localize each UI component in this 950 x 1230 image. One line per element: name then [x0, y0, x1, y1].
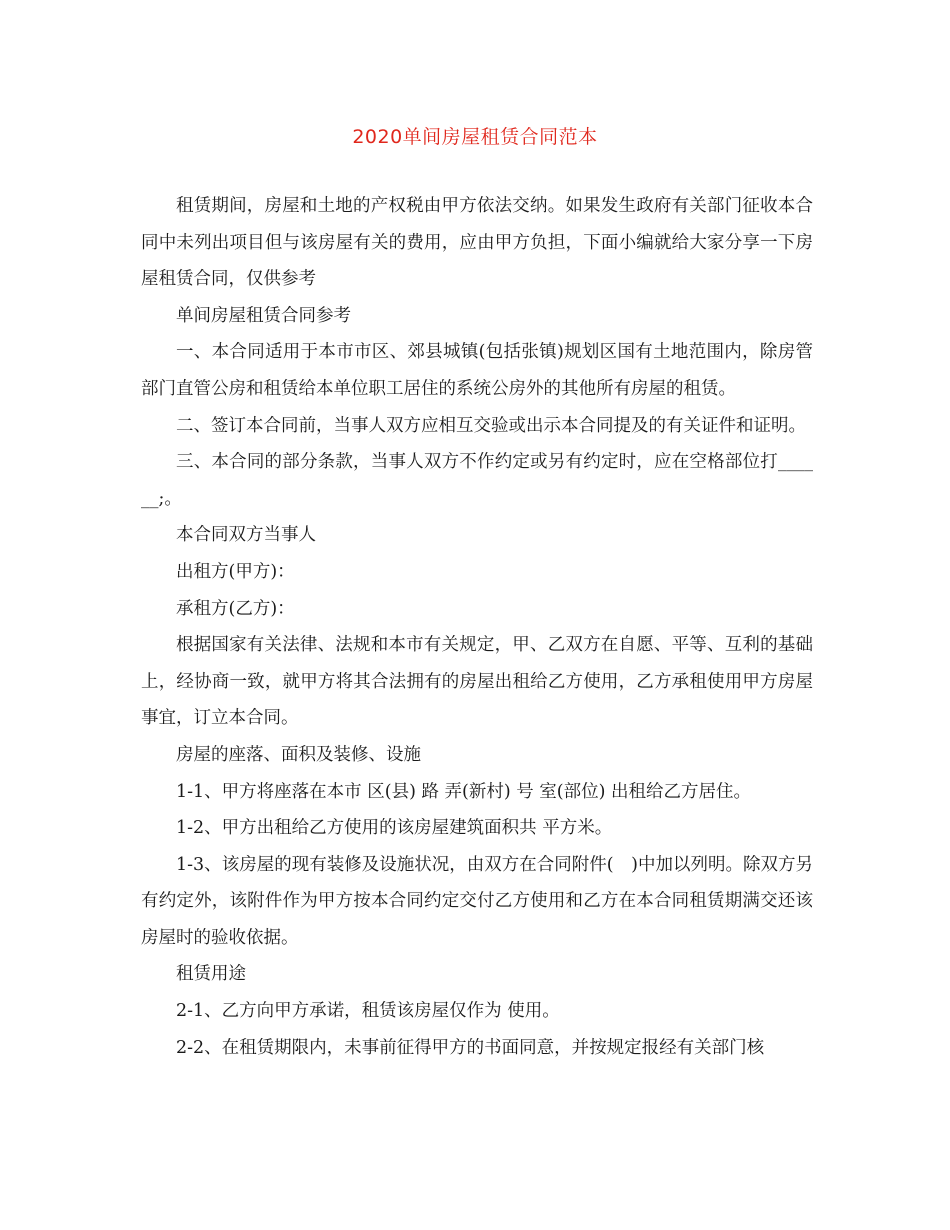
- contract-reference-heading: 单间房屋租赁合同参考: [176, 305, 351, 326]
- intro-paragraph: 租赁期间，房屋和土地的产权税由甲方依法交纳。如果发生政府有关部门征收本合同中未列出项目但与该房屋有关的费用，应由甲方负担，下面小编就给大家分享一下房屋租赁合同，仅供参考: [141, 196, 813, 290]
- usage-heading: 租赁用途: [176, 964, 246, 985]
- clause-1-1: 1-1、甲方将座落在本市 区(县) 路 弄(新村) 号 室(部位) 出租给乙方居住。: [176, 781, 752, 802]
- clause-three: 三、本合同的部分条款，当事人双方不作约定或另有约定时，应在空格部位打______;。: [141, 452, 813, 509]
- clause-two: 二、签订本合同前，当事人双方应相互交验或出示本合同提及的有关证件和证明。: [176, 415, 806, 436]
- clause-1-2: 1-2、甲方出租给乙方使用的该房屋建筑面积共 平方米。: [176, 818, 613, 839]
- document-body: [141, 188, 813, 1066]
- clause-1-3: 1-3、该房屋的现有装修及设施状况，由双方在合同附件( )中加以列明。除双方另有约定外，该附件作为甲方按本合同约定交付乙方使用和乙方在本合同租赁期满交还该房屋时的验收依据。: [141, 854, 813, 948]
- lessor-line: 出租方(甲方)：: [176, 561, 295, 582]
- clause-2-2: 2-2、在租赁期限内，未事前征得甲方的书面同意，并按规定报经有关部门核: [176, 1037, 765, 1058]
- agreement-basis-paragraph: 根据国家有关法律、法规和本市有关规定，甲、乙双方在自愿、平等、互利的基础上，经协商一致，就甲方将其合法拥有的房屋出租给乙方使用，乙方承租使用甲方房屋事宜，订立本合同。: [141, 635, 813, 729]
- location-area-heading: 房屋的座落、面积及装修、设施: [176, 744, 421, 765]
- clause-2-1: 2-1、乙方向甲方承诺，租赁该房屋仅作为 使用。: [176, 1001, 560, 1022]
- lessee-line: 承租方(乙方)：: [176, 598, 295, 619]
- document-title: 2020单间房屋租赁合同范本: [352, 126, 598, 148]
- clause-one: 一、本合同适用于本市市区、郊县城镇(包括张镇)规划区国有土地范围内，除房管部门直管公房和租赁给本单位职工居住的系统公房外的其他所有房屋的租赁。: [141, 342, 813, 399]
- parties-heading: 本合同双方当事人: [176, 525, 316, 546]
